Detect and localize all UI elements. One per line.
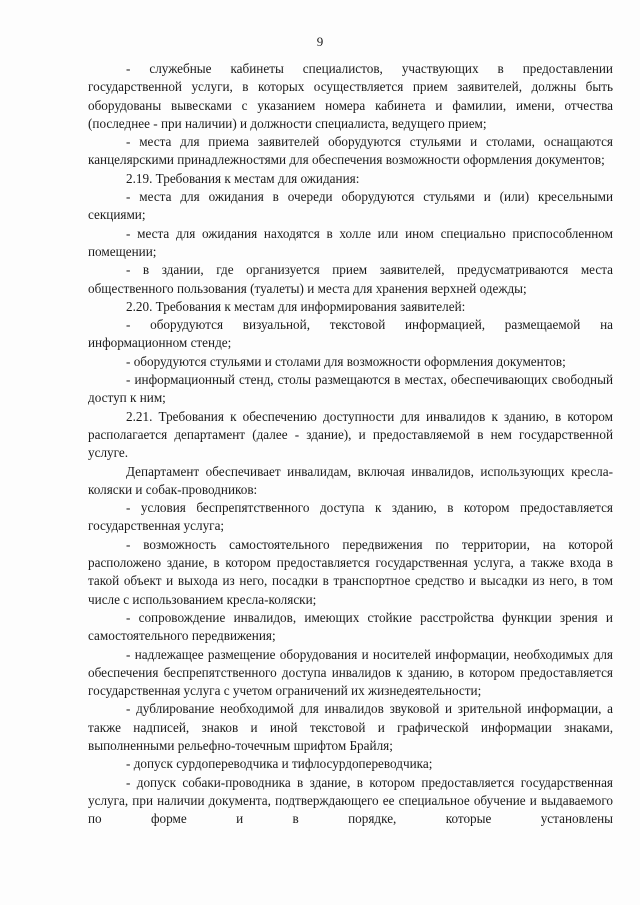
paragraph-public-facilities: - в здании, где организуется прием заявителей, предусматриваются места общественного пользования (туалеты) и места для хранения верхней одежды; [88,262,613,296]
paragraph-escort: - сопровождение инвалидов, имеющих стойкие расстройства функции зрения и самостоятельного передвижения; [88,609,613,644]
paragraph-info-stand: - оборудуются визуальной, текстовой информацией, размещаемой на информационном стенде; [88,317,613,351]
paragraph-waiting-hall: - места для ожидания находятся в холле или ином специально приспособленном помещении; [88,225,613,259]
paragraph-barrier-free-access: - условия беспрепятственного доступа к зданию, в котором предоставляется государственная услуга; [88,500,613,534]
paragraph-2-21-heading: 2.21. Требования к обеспечению доступности для инвалидов к зданию, в котором располагается департамент (далее - здание), и предоставляемой в нем государственной услуге. [88,408,613,461]
paragraph-guide-dog: - допуск собаки-проводника в здание, в котором предоставляется государственная услуга, при наличии документа, подтверждающего ее специальное обучение и выдаваемого по форме и в порядке, которые установлены [88,774,613,827]
paragraph-reception-places: - места для приема заявителей оборудуются стульями и столами, оснащаются канцелярскими принадлежностями для обеспечения возможности оформления документов; [88,134,613,168]
body-text [88,60,613,828]
paragraph-info-seats: - оборудуются стульями и столами для возможности оформления документов; [126,353,566,369]
paragraph-equipment-placement: - надлежащее размещение оборудования и носителей информации, необходимых для обеспечения беспрепятственного доступа инвалидов к зданию, в котором предоставляется государственная услуга с учетом ограничений их жизнедеятельности; [88,646,613,699]
paragraph-office-signage: - служебные кабинеты специалистов, участвующих в предоставлении государственной услуги, в которых осуществляется прием заявителей, должны быть оборудованы вывесками с указанием номера кабинета и фамилии, имени, отчества (последнее - при наличии) и должности специалиста, ведущего прием; [88,61,613,131]
paragraph-waiting-seats: - места для ожидания в очереди оборудуются стульями и (или) кресельными секциями; [88,189,613,223]
paragraph-2-19-heading: 2.19. Требования к местам для ожидания: [126,170,360,186]
paragraph-2-20-heading: 2.20. Требования к местам для информирования заявителей: [126,298,466,314]
paragraph-sign-interpreter: - допуск сурдопереводчика и тифлосурдопереводчика; [126,756,433,772]
paragraph-department-provides: Департамент обеспечивает инвалидам, включая инвалидов, использующих кресла-коляски и собак-проводников: [88,463,613,497]
paragraph-braille-duplication: - дублирование необходимой для инвалидов звуковой и зрительной информации, а также надписей, знаков и иной текстовой и графической информации знаками, выполненными рельефно-точечным шрифтом Брайля; [88,701,613,753]
paragraph-independent-movement: - возможность самостоятельного передвижения по территории, на которой расположено здание, в котором предоставляется государственная услуга, а также входа в такой объект и выхода из него, посадки в транспортное средство и высадки из него, в том числе с использованием кресла-коляски; [88,536,613,607]
paragraph-info-access: - информационный стенд, столы размещаются в местах, обеспечивающих свободный доступ к ним; [88,372,613,406]
page-number: 9 [316,34,324,49]
